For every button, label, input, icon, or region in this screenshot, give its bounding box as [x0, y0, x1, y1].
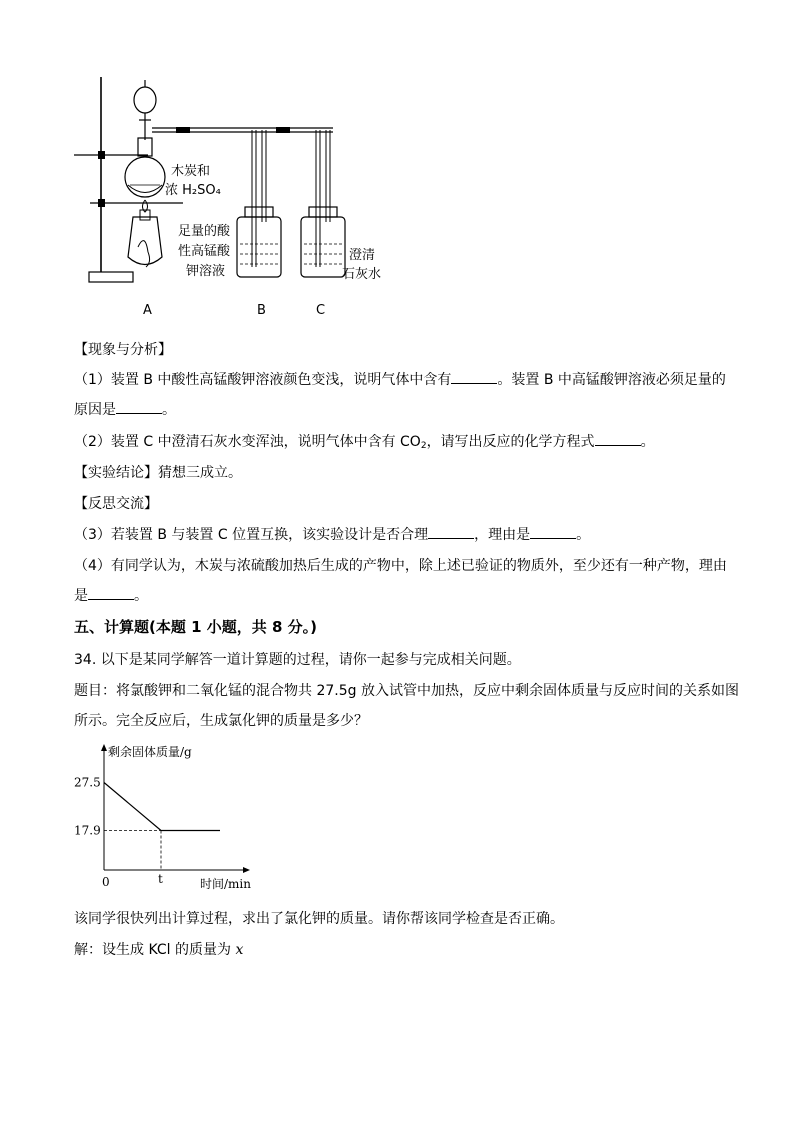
x-tick-t: t — [158, 872, 163, 886]
problem-line-1: 题目：将氯酸钾和二氧化锰的混合物共 27.5g 放入试管中加热，反应中剩余固体质量与反应时间的关系如图 — [74, 683, 739, 699]
y-tick-17-9: 17.9 — [74, 823, 101, 838]
answer-blank-6[interactable] — [88, 586, 134, 600]
section-analysis-heading: 【现象与分析】 — [74, 342, 172, 358]
caption-b: B — [257, 303, 266, 318]
problem-line-2: 所示。完全反应后，生成氯化钾的质量是多少？ — [74, 713, 368, 729]
origin-label: 0 — [102, 875, 110, 889]
question-1-line-1: （1）装置 B 中酸性高锰酸钾溶液颜色变浅，说明气体中含有 。装置 B 中高锰酸钾溶液必须足量的 — [74, 372, 726, 388]
mass-curve — [104, 783, 220, 831]
experiment-apparatus-diagram — [68, 72, 382, 322]
section-5-title: 五、计算题(本题 1 小题，共 8 分。) — [74, 618, 317, 636]
question-4-line-2: 是 。 — [74, 588, 148, 604]
question-3: （3）若装置 B 与装置 C 位置互换，该实验设计是否合理 ，理由是 。 — [74, 527, 591, 543]
bottle-b-label-line2: 性高锰酸 — [178, 244, 231, 259]
bottle-b-label-line1: 足量的酸 — [178, 224, 231, 239]
flask-label-line1: 木炭和 — [171, 164, 211, 179]
y-axis-label: 剩余固体质量/g — [108, 745, 192, 759]
after-graph-text: 该同学很快列出计算过程，求出了氯化钾的质量。请你帮该同学检查是否正确。 — [74, 911, 564, 927]
bottle-c-label-line2: 石灰水 — [342, 267, 382, 282]
answer-blank-3[interactable] — [595, 432, 641, 446]
answer-blank-2[interactable] — [116, 400, 162, 414]
question-4-line-1: （4）有同学认为，木炭与浓硫酸加热后生成的产物中，除上述已验证的物质外，至少还有一种产物，理由 — [74, 558, 727, 574]
bottle-b-label-line3: 钾溶液 — [186, 264, 226, 279]
y-tick-27-5: 27.5 — [74, 775, 101, 790]
answer-blank-5[interactable] — [530, 525, 576, 539]
x-axis-arrow — [243, 867, 250, 873]
bottle-c-label-line1: 澄清 — [349, 248, 376, 263]
reflection-heading: 【反思交流】 — [74, 496, 158, 512]
flask-label-line2: 浓 H₂SO₄ — [165, 183, 221, 198]
question-1-line-2: 原因是 。 — [74, 402, 176, 418]
conclusion-line: 【实验结论】猜想三成立。 — [74, 465, 242, 481]
caption-a: A — [143, 303, 152, 318]
question-34-intro: 34. 以下是某同学解答一道计算题的过程，请你一起参与完成相关问题。 — [74, 652, 521, 668]
caption-c: C — [316, 303, 326, 318]
answer-blank-4[interactable] — [428, 525, 474, 539]
question-2: （2）装置 C 中澄清石灰水变浑浊，说明气体中含有 $CO_2$，请写出反应的化学方程式 。 — [74, 434, 655, 451]
mass-time-graph — [68, 742, 268, 897]
x-axis-label: 时间/min — [200, 877, 251, 891]
y-axis-arrow — [101, 744, 107, 751]
solution-start: 解：设生成 KCl 的质量为 x — [74, 942, 244, 958]
answer-blank-1[interactable] — [451, 370, 497, 384]
